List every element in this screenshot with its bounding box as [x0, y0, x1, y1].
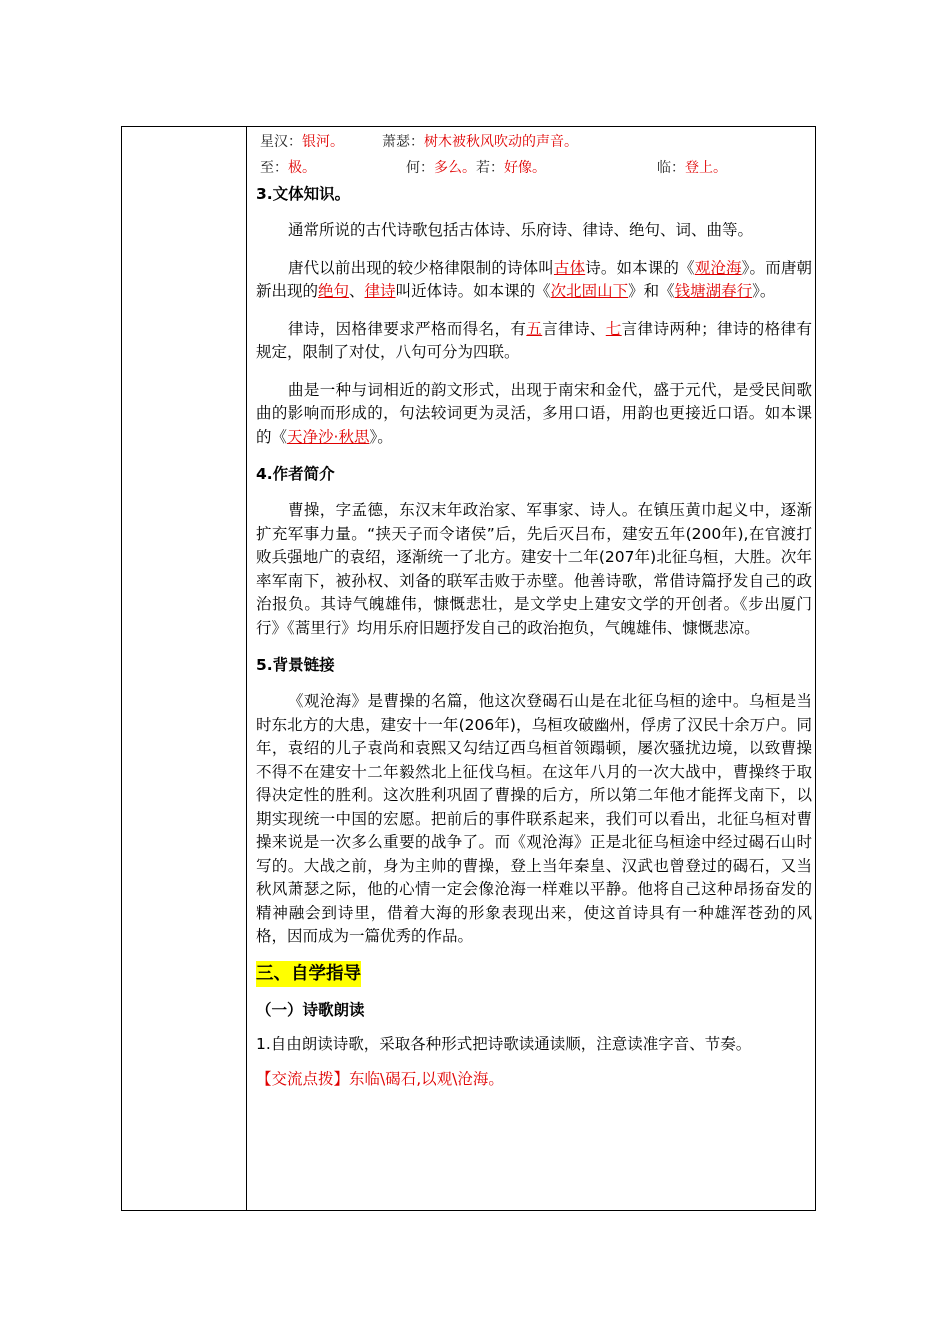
vocab-def: 好像。: [504, 160, 546, 176]
tip-line: [256, 1068, 812, 1092]
vocab-term: 何：: [406, 160, 434, 176]
vocab-def: 银河。: [302, 134, 344, 150]
term-gutishi: 古体: [553, 258, 586, 277]
title-qiantanghuchunxing: 钱塘湖春行: [674, 282, 753, 300]
vocab-line-2: [256, 155, 812, 181]
vocab-term: 萧瑟：: [382, 134, 424, 150]
poem-reading-heading: （一）诗歌朗读: [256, 1000, 365, 1019]
section3-title: 三、自学指导: [256, 961, 361, 987]
background-heading: 5.背景链接: [256, 656, 335, 674]
genre-heading: 3.文体知识。: [256, 185, 351, 203]
tip-text: 东临\碣石,以观\沧海。: [349, 1070, 504, 1088]
author-heading: 4.作者简介: [256, 465, 335, 483]
title-tianjingsha: 天净沙·秋思: [287, 427, 370, 446]
title-guancanghai: 观沧海: [694, 258, 742, 277]
vocab-def: 登上。: [685, 160, 727, 176]
genre-paragraph-3: 律诗，因格律要求严格而得名，有五言律诗、七言律诗两种；律诗的格律有规定，限制了对仗，八句可分为四联。: [256, 319, 812, 361]
vocab-def: 多么。: [434, 160, 476, 176]
lesson-table: [121, 126, 816, 1211]
genre-paragraph-4: 曲是一种与词相近的韵文形式，出现于南宋和金代，盛于元代，是受民间歌曲的影响而形成的，句法较词更为灵活，多用口语，用韵也更接近口语。如本课的《天净沙·秋思》。: [256, 380, 812, 446]
term-seven: 七: [605, 319, 622, 338]
genre-paragraph-1: 通常所说的古代诗歌包括古体诗、乐府诗、律诗、绝句、词、曲等。: [288, 221, 754, 239]
title-cibeigushanxia: 次北固山下: [550, 282, 629, 300]
content-cell: [256, 127, 812, 1092]
reading-task: 1.自由朗读诗歌，采取各种形式把诗歌读通读顺，注意读准字音、节奏。: [256, 1034, 752, 1053]
vocab-def: 极。: [288, 160, 316, 176]
term-five: 五: [526, 319, 543, 338]
author-paragraph: 曹操，字孟德，东汉末年政治家、军事家、诗人。在镇压黄巾起义中，逐渐扩充军事力量。“挟天子而令诸侯”后，先后灭吕布，建安五年(200年),在官渡打败兵强地广的袁绍，逐渐统一了北方。建安十二年(207年)北征乌桓，大胜。次年率军南下，被孙权、刘备的联军击败于赤壁。他善诗歌，常借诗篇抒发自己的政治报负。其诗气魄雄伟，慷慨悲壮，是文学史上建安文学的开创者。《步出厦门行》《蒿里行》均用乐府旧题抒发自己的政治抱负，气魄雄伟、慷慨悲凉。: [256, 501, 812, 637]
term-lvshi: 律诗: [364, 282, 396, 300]
tip-label: 【交流点拨】: [256, 1070, 350, 1088]
vocab-line-1: [256, 129, 812, 155]
term-jueju: 绝句: [318, 282, 350, 300]
genre-paragraph-2: 唐代以前出现的较少格律限制的诗体叫古体诗。如本课的《观沧海》。而唐朝新出现的绝句、律诗叫近体诗。如本课的《次北固山下》和《钱塘湖春行》。: [256, 258, 812, 300]
vocab-term: 若：: [476, 160, 504, 176]
column-divider: [246, 127, 247, 1210]
background-paragraph: 《观沧海》是曹操的名篇，他这次登碣石山是在北征乌桓的途中。乌桓是当时东北方的大患，建安十一年(206年)，乌桓攻破幽州，俘虏了汉民十余万户。同年，袁绍的儿子袁尚和袁熙又勾结辽西乌桓首领蹋顿，屡次骚扰边境，以致曹操不得不在建安十二年毅然北上征伐乌桓。在这年八月的一次大战中，曹操终于取得决定性的胜利。这次胜利巩固了曹操的后方，所以第二年他才能挥戈南下，以期实现统一中国的宏愿。把前后的事件联系起来，我们可以看出，北征乌桓对曹操来说是一次多么重要的战争了。而《观沧海》正是北征乌桓途中经过碣石山时写的。大战之前，身为主帅的曹操，登上当年秦皇、汉武也曾登过的碣石，又当秋风萧瑟之际，他的心情一定会像沧海一样难以平静。他将自己这种昂扬奋发的精神融会到诗里，借着大海的形象表现出来，使这首诗具有一种雄浑苍劲的风格，因而成为一篇优秀的作品。: [256, 692, 812, 945]
vocab-def: 树木被秋风吹动的声音。: [424, 134, 578, 150]
section3-title-row: [256, 961, 812, 987]
vocab-term: 星汉：: [260, 134, 302, 150]
vocab-term: 临：: [657, 160, 685, 176]
vocab-term: 至：: [260, 160, 288, 176]
